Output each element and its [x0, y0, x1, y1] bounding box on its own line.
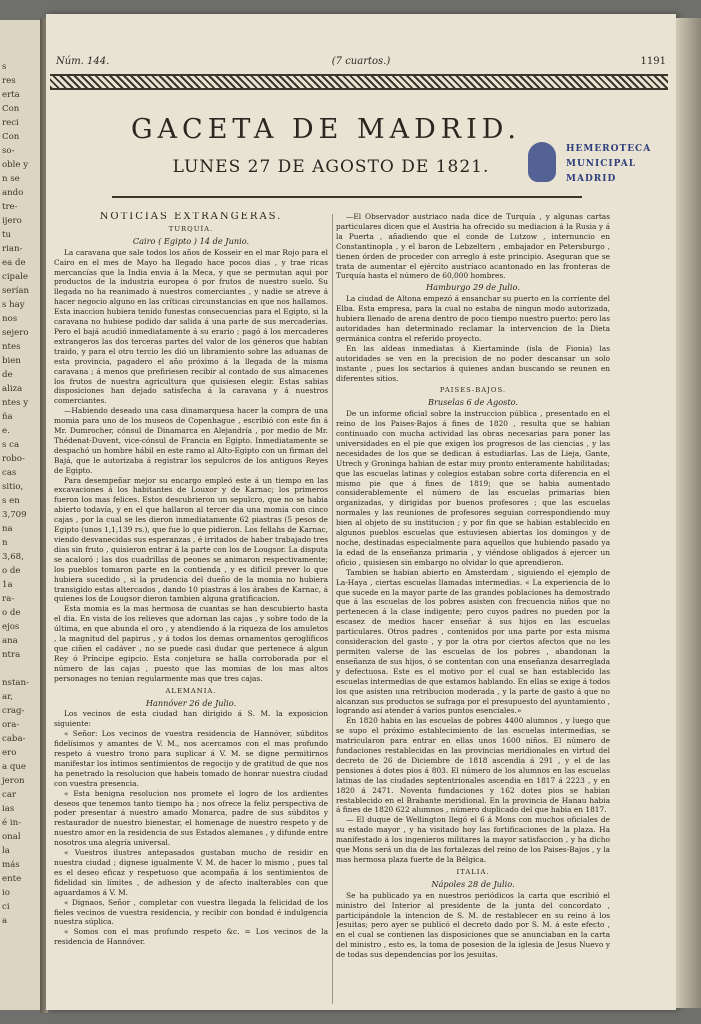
left-page-fragment: ar,: [2, 692, 14, 702]
newspaper-page: [46, 14, 676, 1010]
left-page-fragment: serían: [2, 286, 30, 296]
paragraph: « Señor: Los vecinos de vuestra residencia de Hannóver, súbditos fidelísimos y amantes de V. M., nos acercamos con el mas profundo respeto á vuestro trono para suplicar á V. M. se digne permitirnos manifestar los íntimos sentimientos de regocijo y de gratitud de que nos ha penetrado la resolucion que habeis tomado de honrar nuestra ciudad con vuestra presencia.: [54, 729, 328, 788]
paragraph: —El Observador austriaco nada dice de Turquía , y algunas cartas particulares dicen que el Austria ha ofrecido su mediacion á la Rusia y á la Puerta , añadiendo que el conde de Lutzow , internuncio en Constantinopla , y el baron de Lebzeltern , embajador en Petersburgo , tienen órden de proceder con arreglo á este principio. Aseguran que se trata de aumentar el ejército austríaco acantonado en las fronteras de Turquía hasta el número de 60,000 hombres.: [336, 212, 610, 281]
stamp-line: MUNICIPAL: [566, 159, 637, 169]
left-page-fragment: ijero: [2, 216, 22, 226]
left-page-fragment: tu: [2, 230, 11, 240]
left-page-fragment: na: [2, 524, 13, 534]
seal-icon: [528, 142, 556, 182]
issue-number: Núm. 144.: [56, 56, 110, 67]
left-page-fragment: 3,68,: [2, 552, 24, 562]
left-page-fragment: cas: [2, 468, 17, 478]
left-page-fragment: s ca: [2, 440, 20, 450]
paragraph: Para desempeñar mejor su encargo empleó este á un tiempo en las excavaciones á los habitantes de Louxor y de Karnac; los primeros fueron los mas felices. Estos descubrieron un sepulcro, que no se habia abierto todavía, y en el que hallaron al tercer dia una momia con cinco cajas , por la cual se les dieron inmediatamente 62 piastras (5 pesos de Egipto (unos 1,1,139 rs.), que fue lo que pidieron. Los fellahs de Karnac, viendo desvanecidas sus esperanzas , é irritados de haber trabajado tres dias sin fruto , quisieron entrar á la parte con los de Lougsor. La disputa se acaloró ; las dos cuadrillas de peones se animaron respectivamente; los pueblos tomaron parte en la contienda , y es difícil prever lo que hubiera sucedido , si la prudencia del dueño de la momia no hubiera transigido estas altercados , dando 10 piastras á los árabes de Karnac, á quienes los de Lougsor dieron tambien alguna gratificacion.: [54, 475, 328, 604]
left-page-fragment: más: [2, 860, 20, 870]
left-page-fragment: res: [2, 76, 16, 86]
left-page-fragment: s hay: [2, 300, 25, 310]
left-page-fragment: n: [2, 538, 8, 548]
paragraph: « Esta benigna resolucion nos promete el logro de los ardientes deseos que tenemos tanto tiempo ha ; nos ofrece la feliz perspectiva de poder presentar á nuestro amado Monarca, padre de sus súbditos y restaurador de nuestro bienestar, el homenage de nuestro respeto y de nuestro amor en la residencia de sus Estados alemanes , y difunde entre nosotros una alegría universal.: [54, 788, 328, 848]
left-page-fragment: ero: [2, 748, 17, 758]
left-page-fragment: oble y: [2, 160, 29, 170]
left-page-fragment: Con: [2, 132, 20, 142]
left-page-fragment: crag-: [2, 706, 25, 716]
left-page-fragment: erta: [2, 90, 20, 100]
paragraph: « Vuestros ilustres antepasados gustaban mucho de residir en nuestra ciudad ; dignese igualmente V. M. de hacer lo mismo , pues tal es el deseo eficaz y respetuoso que acompaña á los sentimientos de fidelidad sin límites , de adhesion y de afecto inalterables con que aguardamos á V. M.: [54, 848, 328, 897]
left-page-fragment: a: [2, 916, 8, 926]
left-page-fragment: caba-: [2, 734, 26, 744]
left-page-fragment: 3,709: [2, 510, 27, 520]
left-column: [54, 212, 328, 1002]
left-page-fragment: aliza: [2, 384, 23, 394]
page-topline: [56, 56, 666, 70]
left-page-fragment: ntra: [2, 650, 21, 660]
stamp-line: HEMEROTECA: [566, 144, 652, 154]
left-page-fragment: de: [2, 370, 13, 380]
left-page-fragment: jeron: [2, 776, 25, 786]
paragraph: Tambien se habian abierto en Amsterdam , siguiendo el ejemplo de La-Haya , ciertas escuelas llamadas intermedias. « La experiencia de lo que sucede en la mayor parte de las grandes poblaciones ha demostrado que á las escuelas de los pobres asisten con frecuencia niños que no pertenecen á la clase indigente; pero cuyos padres no pueden por la escasez de medios hacer enseñar á sus hijos en las escuelas particulares. Otros padres , contenidos por una parte por esta misma consideracion del gasto , y por la otra por ciertos afectos que no les permiten valerse de las escuelas de los pobres , abandonan la enseñanza de sus hijos, ó se contentan con una enseñanza desarreglada y defectuosa. Este es el motivo por el cual se han establecido las escuelas intermedias de que estamos hablando. En ellas se exige á todos los que asisten una retribucion moderada , y la parte de gasto á que no alcanzan sus productos se sufraga por el presupuesto del ayuntamiento , logrando así atender á varios puntos esenciales.»: [336, 567, 610, 716]
issue-price: (7 cuartos.): [331, 56, 391, 67]
stamp-line: MADRID: [566, 174, 617, 184]
paragraph: Los vecinos de esta ciudad han dirigido á S. M. la exposicion siguiente:: [54, 709, 328, 729]
left-page-text-fragments: [0, 20, 40, 928]
left-page-fragment: sitio,: [2, 482, 24, 492]
paragraph: — El duque de Wellington llegó el 6 á Mons con muchos oficiales de su estado mayor , y ha visitado hoy las fortificaciones de la plaza. Ha manifestado á los ingenieros militares la mayor satisfaccion , y ha dicho que Mons será un dia de las fortalezas del reino de los Paises-Bajos , y la mas hermosa plaza fuerte de la Bélgica.: [336, 815, 610, 864]
left-page-fragment: la: [2, 846, 10, 856]
left-page-fragment: nos: [2, 314, 18, 324]
left-page-fragment: cipale: [2, 272, 29, 282]
masthead-title: GACETA DE MADRID.: [130, 114, 522, 145]
dateline: Nápoles 28 de Julio.: [431, 878, 515, 889]
left-page-fragment: n se: [2, 174, 20, 184]
left-page-fragment: rian-: [2, 244, 23, 254]
left-page-fragment: ra-: [2, 594, 15, 604]
left-page-fragment: ejos: [2, 622, 20, 632]
left-page-fragment: so-: [2, 146, 15, 156]
country-heading: ALEMANIA.: [165, 686, 217, 695]
left-page-fragment: ea de: [2, 258, 26, 268]
left-page-fragment: s en: [2, 496, 20, 506]
country-heading: TURQUÍA.: [168, 224, 214, 233]
left-page-fragment: io: [2, 888, 10, 898]
header-rule: [112, 196, 582, 198]
dateline: Cairo ( Egipto ) 14 de Junio.: [132, 235, 250, 246]
dateline: Hannóver 26 de Julio.: [145, 697, 237, 708]
left-page-fragment: o de: [2, 566, 21, 576]
country-heading: PAISES-BAJOS.: [439, 386, 507, 395]
left-page-fragment: bien: [2, 356, 21, 366]
left-page-fragment: ente: [2, 874, 22, 884]
left-page-fragment: ana: [2, 636, 18, 646]
paragraph: —Habiendo deseado una casa dinamarquesa hacer la compra de una momia para uno de los museos de Copenhague , escribió con este fin á Mr. Dumrocher, cónsul de Dinamarca en Alejandría , por medio de Mr. Thédenat-Duvent, vice-cónsul de Francia en Egipto. Inmediatamente se despachó un hombre hábil en este ramo al Alto-Egipto con un firman del Bajá, que le autorizaba á registrar los sepulcros de los antiguos Reyes de Egipto.: [54, 406, 328, 475]
left-page-fragment: o de: [2, 608, 21, 618]
left-page-fragment: ora-: [2, 720, 20, 730]
page-number: 1191: [640, 56, 666, 67]
paragraph: En las aldeas inmediatas á Kiertaminde (isla de Fionia) las autoridades se ven en la precision de no poder descansar un solo instante , pues los sectarios á quienes andan buscando se reunen en diferentes sitios.: [336, 343, 610, 383]
left-page-fragment: sejero: [2, 328, 29, 338]
issue-date: LUNES 27 DE AGOSTO DE 1821.: [172, 157, 490, 177]
left-page-fragment: onal: [2, 832, 21, 842]
paragraph: « Somos con el mas profundo respeto &c. = Los vecinos de la residencia de Hannóver.: [54, 927, 328, 947]
left-page-fragment: ci: [2, 902, 10, 912]
paragraph: La ciudad de Altona empezó á ensanchar su puerto en la corriente del Elba. Esta empresa, para la cual no estaba de ningun modo autorizada, hubiera llenado de arena dentro de poco tiempo nuestro puerto: pero las autoridades han determinado reclamar la intervencion de la Dieta germánica contra el referido proyecto.: [336, 294, 610, 343]
left-page-fragment: é in-: [2, 818, 22, 828]
left-page-fragment: tre-: [2, 202, 18, 212]
dateline: Bruselas 6 de Agosto.: [427, 397, 519, 408]
left-page-fragment: a que: [2, 762, 26, 772]
dateline: Hamburgo 29 de Julio.: [426, 282, 520, 293]
left-page-fragment: ntes y: [2, 398, 29, 408]
paragraph: De un informe oficial sobre la instruccion pública , presentado en el reino de los Paises-Bajos á fines de 1820 , resulta que se habian continuado con mucha actividad las obras necesarias para poner las universidades en el pie que exigen los progresos de las ciencias , y las necesidades de los que se dedican á estudiarlas. Las de Lieja, Gante, Utrech y Groninga habian de estar muy pronto enteramente habilitadas; que las escuelas latinas y colegios estaban sobre corta diferencia en el mismo pie que á fines de 1819; que se habia aumentado considerablemente el número de las escuelas primarias bien organizadas, y dirigidas por buenos profesores ; que las escuelas normales y las reuniones de profesores seguian correspondiendo muy bien al objeto de su institucion ; y por fin que se habian establecido en algunos pueblos escuelas que estuviesen abiertas los domingos y de noche, destinadas especialmente para aquellos que hubiendo pasado ya la edad de la enseñanza primaria , y viéndose obligados á ejercer un oficio , quisiesen sin embargo no olvidar lo que aprendieron.: [336, 409, 610, 567]
left-page-fragment: reci: [2, 118, 19, 128]
left-page-fragment: ando: [2, 188, 24, 198]
left-page-fragment: ntes: [2, 342, 21, 352]
section-title: NOTICIAS EXTRANGERAS.: [99, 212, 283, 222]
left-page-fragment: Con: [2, 104, 20, 114]
column-divider: [332, 214, 333, 1004]
left-page-fragment: nstan-: [2, 678, 29, 688]
adjacent-left-page: [0, 20, 42, 1010]
left-page-fragment: ña: [2, 412, 13, 422]
paragraph: En 1820 habia en las escuelas de pobres 4400 alumnos , y luego que se supo el próximo establecimiento de las escuelas intermedias, se matricularon para entrar en ellas unos 1600 niños. El número de fundaciones restablecidas en las provincias meridionales en virtud del decreto de 26 de Diciembre de 1818 ascendia á 291 , y el de las pensiones á dotes pios á 803. El número de los alumnos en las escuelas latinas de las ciudades septentrionales ascendia en 1817 á 2223 , y en 1820 á 2471. Noventa fundaciones y 162 dotes pios se habian restablecido en el Brabante meridional. En la provincia de Hanau habia á fines de 1820 622 alumnos , número duplicado del que habia en 1817.: [336, 716, 610, 815]
left-page-fragment: e.: [2, 426, 10, 436]
left-page-fragment: car: [2, 790, 17, 800]
left-page-fragment: 1a: [2, 580, 13, 590]
ornamental-border: [50, 74, 668, 90]
paragraph: La caravana que sale todos los años de Kosseir en el mar Rojo para el Cairo en el mes de Mayo ha llegado hace pocos dias , y trae ricas mercancías que la India envia á la Meca, y que se permutan aqui por productos de la industria europea ó por frutos de nuestro suelo. Su llegada no ha reanimado á nuestros comerciantes , y nadie se atreve á hacer negocio alguno en las críticas circunstancias en que nos hallamos. Esta inaccion hubiera tenido funestas consecuencias para el Egipto, si la caravana no hubiese podido dar salida á una parte de sus mercaderías. Pero el bajá acudió inmediatamente á su erario ; pagó á los mercaderes extrangeros las dos terceras partes del valor de los géneros que habian traido, y para el otro tercio les dió un libramiento sobre las aduanas de esta provincia, pagadero el año próximo á la llegada de la misma caravana ; á menos que prefiriesen recibir al contado de sus almacenes los frutos de nuestra agricultura que quisiesen elegir. Estas sabias disposiciones han dejado satisfecha á la caravana y á nuestros comerciantes.: [54, 247, 328, 406]
country-heading: ITALIA.: [456, 867, 490, 876]
left-page-fragment: robo-: [2, 454, 25, 464]
library-stamp: [526, 138, 666, 198]
left-page-fragment: [2, 662, 40, 676]
left-page-fragment: s: [2, 62, 7, 72]
page-stack-edge: [676, 18, 701, 1008]
left-page-fragment: ias: [2, 804, 15, 814]
paragraph: Esta momia es la mas hermosa de cuantas se han descubierto hasta el dia. En vista de los relieves que adornan las cajas , y sobre todo de la última, en que abunda el oro , y atendiendo á la riqueza de los amuletos , la magnitud del papirus , y á todos los demas ornamentos geroglíficos que ciñen el cadáver , no se puede casi dudar que pertenece á algun Rey ó Príncipe egipcio. Esta conjetura se halla corroborada por el número de las cajas , puesto que las momias de los mas altos personages no tenian regularmente mas que tres cajas.: [54, 604, 328, 683]
paragraph: Se ha publicado ya en nuestros periódicos la carta que escribió el ministro del Interior al presidente de la junta del concordato , participándole la intencion de S. M. de restablecer en su reino á los Jesuitas; pero ayer se publicó el decreto dado por S. M. á este efecto , en el cual se contienen las disposiciones que se anunciaban en la carta del ministro , esto es, la toma de posesion de la iglesia de Jesus Nuevo y de todas sus dependencias por los jesuitas.: [336, 890, 610, 960]
paragraph: « Dignaos, Señor , completar con vuestra llegada la felicidad de los fieles vecinos de vuestra residencia, y recibir con bondad é indulgencia nuestra súplica.: [54, 897, 328, 927]
right-column: [336, 212, 610, 1002]
